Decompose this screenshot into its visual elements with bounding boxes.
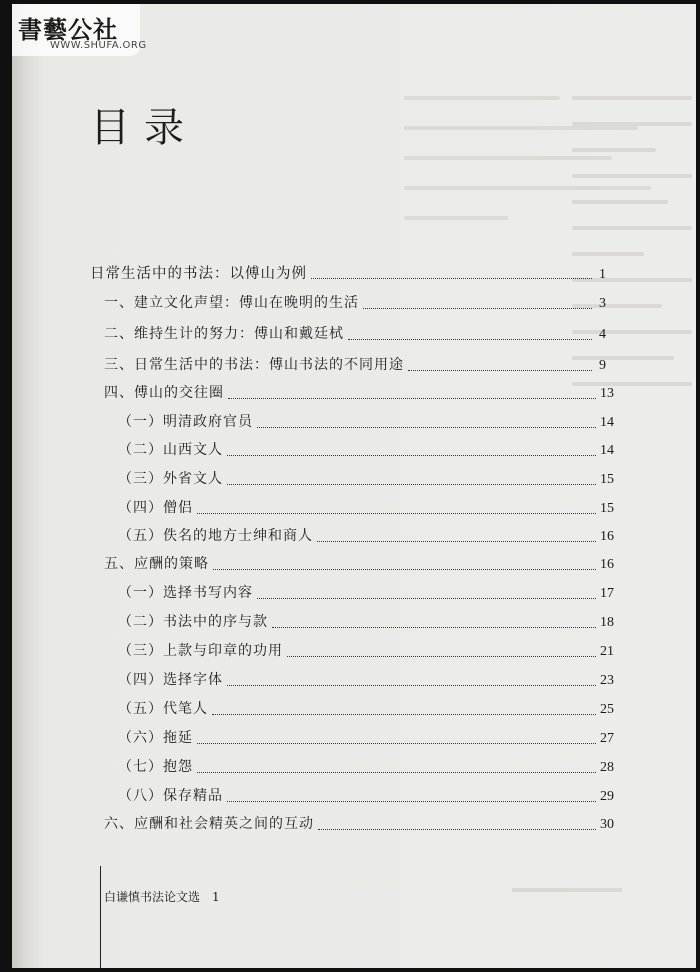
toc-entry-label: 二、维持生计的努力：傅山和戴廷栻 <box>104 326 344 342</box>
toc-entry-label: 三、日常生活中的书法：傅山书法的不同用途 <box>104 357 404 373</box>
toc-entry-page: 3 <box>599 296 606 311</box>
dot-leader <box>227 790 596 802</box>
dot-leader <box>257 587 596 599</box>
toc-entry-page: 15 <box>600 472 614 487</box>
dot-leader <box>227 674 596 686</box>
toc-entry-label: （七）抱怨 <box>118 759 193 775</box>
toc-entry[interactable] <box>118 525 614 547</box>
toc-entry[interactable] <box>90 262 606 284</box>
toc-entry-label: （六）拖延 <box>118 730 193 746</box>
dot-leader <box>272 616 596 628</box>
toc-entry-label: 一、建立文化声望：傅山在晚明的生活 <box>104 295 359 311</box>
toc-entry-label: （四）僧侣 <box>118 500 193 516</box>
dot-leader <box>227 473 596 485</box>
toc-entry[interactable] <box>104 292 606 314</box>
toc-entry-label: （三）外省文人 <box>118 471 223 487</box>
dot-leader <box>311 267 592 279</box>
dot-leader <box>197 502 596 514</box>
toc-entry-page: 17 <box>600 586 614 601</box>
toc-entry-label: 六、应酬和社会精英之间的互动 <box>104 816 314 832</box>
bleed-through-footer <box>512 888 622 892</box>
toc-entry-page: 27 <box>600 731 614 746</box>
toc-entry[interactable] <box>118 698 614 720</box>
page-title: 目录 <box>90 105 198 151</box>
toc-entry[interactable] <box>118 785 614 807</box>
dot-leader <box>348 328 592 340</box>
toc-entry[interactable] <box>118 411 614 433</box>
toc-entry-label: （二）山西文人 <box>118 442 223 458</box>
toc-entry-label: （五）佚名的地方士绅和商人 <box>118 528 313 544</box>
toc-entry-page: 15 <box>600 501 614 516</box>
dot-leader <box>287 645 596 657</box>
toc-entry-label: （八）保存精品 <box>118 788 223 804</box>
toc-entry-page: 25 <box>600 702 614 717</box>
toc-entry[interactable] <box>118 727 614 749</box>
dot-leader <box>228 387 596 399</box>
toc-entry-page: 14 <box>600 415 614 430</box>
toc-entry[interactable] <box>118 611 614 633</box>
watermark-logo: 書藝公社 <box>18 15 118 44</box>
toc-entry[interactable] <box>118 439 614 461</box>
toc-entry[interactable] <box>104 323 606 345</box>
toc-entry-label: （五）代笔人 <box>118 701 208 717</box>
toc-entry[interactable] <box>104 813 614 835</box>
toc-entry-label: （一）明清政府官员 <box>118 414 253 430</box>
toc-entry-label: 日常生活中的书法：以傅山为例 <box>90 266 307 282</box>
dot-leader <box>363 297 592 309</box>
toc-entry[interactable] <box>118 497 614 519</box>
dot-leader <box>212 703 596 715</box>
toc-entry-page: 28 <box>600 760 614 775</box>
book-page <box>12 4 696 968</box>
toc-entry[interactable] <box>104 553 614 575</box>
toc-entry-label: （二）书法中的序与款 <box>118 614 268 630</box>
footer-rule <box>100 866 101 968</box>
watermark-url: WWW.SHUFA.ORG <box>50 40 147 51</box>
toc-entry[interactable] <box>104 382 614 404</box>
dot-leader <box>257 416 596 428</box>
toc-entry-page: 16 <box>600 529 614 544</box>
toc-entry[interactable] <box>118 756 614 778</box>
dot-leader <box>317 530 596 542</box>
toc-entry-label: （三）上款与印章的功用 <box>118 643 283 659</box>
toc-entry-label: 四、傅山的交往圈 <box>104 385 224 401</box>
watermark <box>12 4 147 56</box>
toc-entry-label: （四）选择字体 <box>118 672 223 688</box>
dot-leader <box>227 444 596 456</box>
dot-leader <box>197 732 596 744</box>
toc-entry[interactable] <box>118 669 614 691</box>
dot-leader <box>197 761 596 773</box>
running-footer: 白谦慎书法论文选 1 <box>104 890 220 904</box>
toc-entry-page: 9 <box>599 358 606 373</box>
dot-leader <box>408 359 592 371</box>
toc-entry[interactable] <box>104 354 606 376</box>
toc-entry-page: 23 <box>600 673 614 688</box>
dot-leader <box>213 558 596 570</box>
toc-entry-page: 14 <box>600 443 614 458</box>
toc-entry[interactable] <box>118 468 614 490</box>
dot-leader <box>318 818 596 830</box>
toc-entry-page: 21 <box>600 644 614 659</box>
toc-entry-page: 1 <box>599 267 606 282</box>
toc-entry-page: 4 <box>599 327 606 342</box>
toc-entry-label: 五、应酬的策略 <box>104 556 209 572</box>
toc-entry-page: 30 <box>600 817 614 832</box>
toc-entry-page: 18 <box>600 615 614 630</box>
toc-entry-label: （一）选择书写内容 <box>118 585 253 601</box>
toc-entry[interactable] <box>118 640 614 662</box>
toc-entry-page: 16 <box>600 557 614 572</box>
toc-entry-page: 13 <box>600 386 614 401</box>
toc-entry-page: 29 <box>600 789 614 804</box>
toc-entry[interactable] <box>118 582 614 604</box>
